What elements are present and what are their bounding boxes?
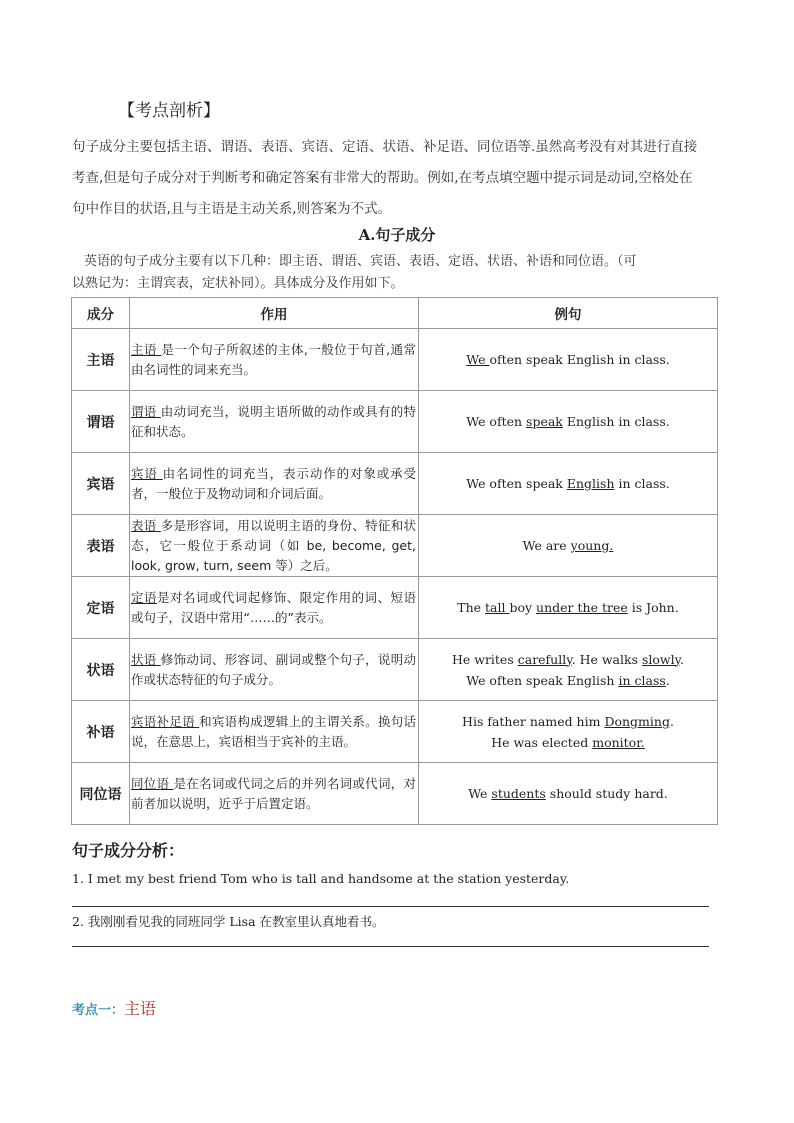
- row-term: 定语: [72, 577, 130, 639]
- kaodian-label: 考点一：: [72, 1003, 125, 1018]
- intro-line-2: 考查,但是句子成分对于判断考和确定答案有非常大的帮助。例如,在考点填空题中提示词是动词,空格处在: [72, 170, 693, 186]
- example-text: We often speak: [466, 476, 567, 491]
- example-sentence: [419, 535, 717, 556]
- example-sentence: [419, 597, 717, 618]
- row-function: [130, 577, 419, 639]
- function-text: 是在名词或代词之后的并列名词或代词，对前者加以说明，近乎于后置定语。: [131, 775, 416, 811]
- row-example: [419, 391, 718, 453]
- function-text: 由名词性的词充当，表示动作的对象或承受者，一般位于及物动词和介词后面。: [131, 465, 416, 501]
- row-function: [130, 701, 419, 763]
- table-row: [72, 577, 718, 639]
- intro-paragraph: [72, 132, 732, 225]
- example-text: He writes: [451, 651, 518, 667]
- section-intro-line-1: 英语的句子成分主要有以下几种：即主语、谓语、宾语、表语、定语、状语、补语和同位语。（可: [84, 254, 637, 269]
- example-sentence: [419, 732, 717, 753]
- row-function: [130, 453, 419, 515]
- row-example: [419, 515, 718, 577]
- example-text: The: [457, 600, 486, 615]
- example-sentence: [419, 783, 717, 804]
- section-intro: [72, 251, 728, 295]
- row-term: 同位语: [72, 763, 130, 825]
- table-row: [72, 453, 718, 515]
- row-term: 宾语: [72, 453, 130, 515]
- section-title: A.句子成分: [358, 226, 436, 244]
- highlighted-component: We: [466, 352, 490, 367]
- row-function: [130, 763, 419, 825]
- highlighted-component: speak: [526, 414, 563, 429]
- highlighted-component: young.: [570, 538, 614, 553]
- highlighted-component: students: [491, 786, 546, 801]
- row-term: 表语: [72, 515, 130, 577]
- function-term: 同位语: [131, 775, 174, 791]
- highlighted-component: English: [566, 476, 615, 491]
- table-row: [72, 329, 718, 391]
- question-2: 2. 我刚刚看见我的同班同学 Lisa 在教室里认真地看书。: [72, 914, 385, 929]
- answer-line-1[interactable]: [72, 906, 709, 907]
- row-term: 主语: [72, 329, 130, 391]
- example-text: He was elected: [491, 734, 593, 750]
- example-text: We: [468, 786, 492, 801]
- row-term: 状语: [72, 639, 130, 701]
- row-example: [419, 453, 718, 515]
- example-sentence: [419, 473, 717, 494]
- table-row: [72, 391, 718, 453]
- function-text: 和宾语构成逻辑上的主谓关系。换句话说，在意思上，宾语相当于宾补的主语。: [131, 713, 416, 749]
- answer-line-2[interactable]: [72, 946, 709, 947]
- function-term: 状语: [131, 651, 161, 667]
- header-example: 例句: [419, 298, 718, 329]
- table-row: [72, 701, 718, 763]
- row-function: [130, 515, 419, 577]
- question-1: 1. I met my best friend Tom who is tall and handsome at the station yesterday.: [72, 871, 570, 886]
- function-text: 是对名词或代词起修饰、限定作用的词、短语或句子，汉语中常用“……的”表示。: [131, 589, 416, 625]
- example-text: English in class.: [562, 414, 670, 429]
- example-text: .: [665, 672, 670, 688]
- header-term: 成分: [72, 298, 130, 329]
- example-text: .: [669, 713, 674, 729]
- example-text: His father named him: [462, 713, 605, 729]
- example-text: in class.: [614, 476, 670, 491]
- function-term: 宾语: [131, 465, 163, 481]
- highlighted-component: monitor.: [592, 734, 645, 750]
- example-sentence: [419, 670, 717, 691]
- intro-line-1: 句子成分主要包括主语、谓语、表语、宾语、定语、状语、补足语、同位语等.虽然高考没有对其进行直接: [72, 139, 698, 155]
- header-function: 作用: [130, 298, 419, 329]
- highlighted-component: under the tree: [536, 600, 628, 615]
- highlighted-component: slowly: [641, 651, 681, 667]
- section-heading: 【考点剖析】: [118, 101, 220, 121]
- function-text: 是一个句子所叙述的主体,一般位于句首,通常由名词性的词来充当。: [131, 341, 416, 377]
- kaodian-topic: 主语: [124, 999, 157, 1018]
- example-sentence: [419, 649, 717, 670]
- row-term: 补语: [72, 701, 130, 763]
- example-text: is John.: [627, 600, 679, 615]
- analysis-title: 句子成分分析：: [72, 841, 185, 860]
- row-example: [419, 701, 718, 763]
- row-example: [419, 329, 718, 391]
- table-row: [72, 515, 718, 577]
- highlighted-component: in class: [618, 672, 666, 688]
- table-row: [72, 763, 718, 825]
- function-term: 定语: [131, 589, 157, 605]
- example-text: We are: [522, 538, 571, 553]
- row-function: [130, 391, 419, 453]
- intro-line-3: 句中作目的状语,且与主语是主动关系,则答案为不式。: [72, 201, 392, 217]
- row-function: [130, 639, 419, 701]
- function-text: 由动词充当，说明主语所做的动作或具有的特征和状态。: [131, 403, 416, 439]
- example-text: We often: [466, 414, 527, 429]
- kaodian-heading: [72, 996, 156, 1019]
- row-example: [419, 639, 718, 701]
- example-text: .: [680, 651, 685, 667]
- example-sentence: [419, 411, 717, 432]
- example-sentence: [419, 711, 717, 732]
- function-term: 宾语补足语: [131, 713, 200, 729]
- example-text: boy: [509, 600, 537, 615]
- function-text: 修饰动词、形容词、副词或整个句子，说明动作或状态特征的句子成分。: [131, 651, 416, 687]
- function-term: 主语: [131, 341, 162, 357]
- example-text: should study hard.: [545, 786, 668, 801]
- example-text: often speak English in class.: [489, 352, 670, 367]
- row-example: [419, 577, 718, 639]
- function-term: 表语: [131, 517, 161, 533]
- table-header-row: [72, 298, 718, 329]
- function-text: 多是形容词，用以说明主语的身份、特征和状态，它一般位于系动词（如 be, become, get, look, grow, turn, seem 等）之后。: [131, 517, 416, 573]
- highlighted-component: tall: [485, 600, 510, 615]
- function-term: 谓语: [131, 403, 161, 419]
- example-text: . He walks: [571, 651, 642, 667]
- row-example: [419, 763, 718, 825]
- example-sentence: [419, 349, 717, 370]
- example-text: We often speak English: [466, 672, 619, 688]
- table-row: [72, 639, 718, 701]
- row-term: 谓语: [72, 391, 130, 453]
- section-intro-line-2: 以熟记为：主谓宾表，定状补同）。具体成分及作用如下。: [72, 276, 404, 291]
- highlighted-component: Dongming: [604, 713, 670, 729]
- row-function: [130, 329, 419, 391]
- highlighted-component: carefully: [517, 651, 572, 667]
- components-table: [71, 297, 718, 825]
